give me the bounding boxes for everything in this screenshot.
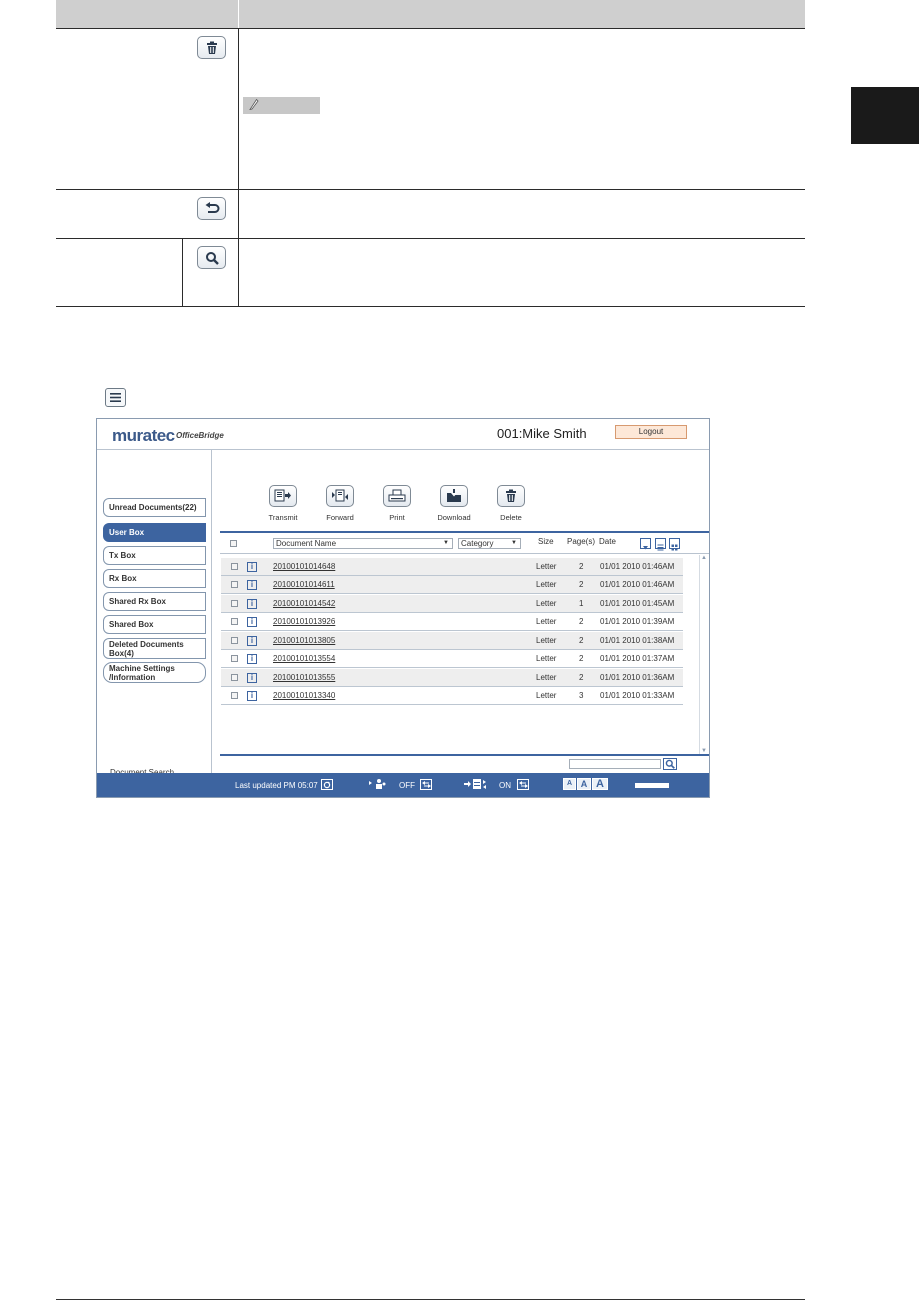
sort-dropdown-icon[interactable] [640,538,651,549]
info-icon[interactable]: i [247,562,257,572]
printer-icon [383,485,411,507]
transfer-state: ON [499,781,511,790]
sidebar-item-machine-settings[interactable]: Machine Settings /Information [103,662,206,683]
hamburger-menu-icon [105,388,126,407]
select-all-checkbox[interactable] [230,540,237,547]
document-date: 01/01 2010 01:36AM [600,673,675,682]
download-icon [440,485,468,507]
document-size: Letter [536,654,557,663]
row-checkbox[interactable] [231,563,238,570]
table-row[interactable] [221,576,683,594]
info-icon[interactable]: i [247,599,257,609]
last-updated-text: Last updated PM 05:07 [235,781,318,790]
info-icon[interactable]: i [247,580,257,590]
chapter-tab [851,87,919,144]
document-pages: 2 [579,673,584,682]
table-row[interactable] [221,632,683,650]
officebridge-screenshot [96,418,710,798]
forward-label: Forward [326,513,354,522]
document-name-select-value: Document Name [276,539,337,548]
forward-state: OFF [399,781,415,790]
logout-button[interactable]: Logout [615,425,687,439]
trash-icon [497,485,525,507]
sidebar-item-deleted-documents-box[interactable]: Deleted Documents Box(4) [103,638,206,659]
transfer-setting-icon [464,778,490,792]
magnifier-icon [197,246,226,269]
sidebar [97,450,212,773]
category-select-value: Category [461,539,494,548]
date-column-header: Date [599,537,616,546]
delete-button[interactable] [486,485,536,522]
officebridge-logo: OfficeBridge [176,431,224,440]
row-checkbox[interactable] [231,581,238,588]
document-pages: 1 [579,599,584,608]
download-label: Download [437,513,471,522]
table-row[interactable] [221,558,683,576]
row-checkbox[interactable] [231,674,238,681]
forward-toggle-icon[interactable] [420,779,432,790]
sidebar-item-shared-rx-box[interactable]: Shared Rx Box [103,592,206,611]
reference-table [56,0,805,307]
table-row[interactable] [221,687,683,705]
table-header [56,0,805,28]
document-size: Letter [536,617,557,626]
row-checkbox[interactable] [231,692,238,699]
user-name: 001:Mike Smith [497,426,587,441]
info-icon[interactable]: i [247,691,257,701]
document-size: Letter [536,599,557,608]
info-icon[interactable]: i [247,673,257,683]
pages-column-header: Page(s) [567,537,596,546]
delete-label: Delete [500,513,522,522]
forward-setting-icon [369,778,387,792]
document-name-link[interactable]: 20100101013554 [273,654,336,663]
list-bottom-rule [220,754,709,756]
transfer-toggle-icon[interactable] [517,779,529,790]
document-size: Letter [536,691,557,700]
font-size-large-button[interactable]: A [592,778,608,790]
document-size: Letter [536,580,557,589]
document-pages: 2 [579,636,584,645]
forward-button[interactable] [315,485,365,522]
sidebar-item-rx-box[interactable]: Rx Box [103,569,206,588]
print-button[interactable] [372,485,422,522]
table-row[interactable] [221,669,683,687]
print-label: Print [389,513,405,522]
document-date: 01/01 2010 01:38AM [600,636,675,645]
document-name-link[interactable]: 20100101014648 [273,562,336,571]
font-size-small-button[interactable]: A [563,778,576,790]
document-pages: 2 [579,654,584,663]
status-meter [635,783,669,788]
pencil-icon [249,97,259,115]
document-size: Letter [536,562,557,571]
info-icon[interactable]: i [247,617,257,627]
document-name-link[interactable]: 20100101013805 [273,636,336,645]
sidebar-item-tx-box[interactable]: Tx Box [103,546,206,565]
status-bar [97,773,709,797]
document-date: 01/01 2010 01:46AM [600,580,675,589]
row-checkbox[interactable] [231,655,238,662]
list-top-rule [220,531,709,533]
app-header [97,419,709,450]
table-row[interactable] [221,595,683,613]
note-tag [243,97,320,114]
table-row[interactable] [221,650,683,668]
row-checkbox[interactable] [231,600,238,607]
document-pages: 2 [579,580,584,589]
search-input[interactable] [569,759,661,769]
row-checkbox[interactable] [231,618,238,625]
scroll-down-icon[interactable]: ▼ [701,748,707,754]
sidebar-item-user-box[interactable]: User Box [103,523,206,542]
forward-icon [326,485,354,507]
transmit-button[interactable] [258,485,308,522]
list-view-icon[interactable] [655,538,666,549]
document-name-link[interactable]: 20100101014542 [273,599,336,608]
document-date: 01/01 2010 01:33AM [600,691,675,700]
trash-icon [197,36,226,59]
document-name-link[interactable]: 20100101013340 [273,691,336,700]
document-name-select[interactable]: Document Name ▼ [273,538,453,549]
list-scrollbar[interactable] [699,555,708,754]
search-button[interactable] [663,758,677,770]
document-date: 01/01 2010 01:46AM [600,562,675,571]
sidebar-item-unread-documents[interactable]: Unread Documents(22) [103,498,206,517]
size-column-header: Size [538,537,554,546]
document-size: Letter [536,673,557,682]
document-date: 01/01 2010 01:39AM [600,617,675,626]
info-icon[interactable]: i [247,654,257,664]
document-name-link[interactable]: 20100101013555 [273,673,336,682]
scroll-up-icon[interactable]: ▲ [701,555,707,561]
sidebar-item-shared-box[interactable]: Shared Box [103,615,206,634]
document-pages: 2 [579,562,584,571]
document-pages: 2 [579,617,584,626]
undo-arrow-icon [197,197,226,220]
grid-view-icon[interactable] [669,538,680,549]
muratec-logo: muratec [112,426,175,445]
download-button[interactable] [429,485,479,522]
font-size-medium-button[interactable]: A [577,778,591,790]
row-checkbox[interactable] [231,637,238,644]
info-icon[interactable]: i [247,636,257,646]
document-name-link[interactable]: 20100101013926 [273,617,336,626]
document-size: Letter [536,636,557,645]
transmit-icon [269,485,297,507]
category-select[interactable]: Category ▼ [458,538,521,549]
transmit-label: Transmit [268,513,298,522]
document-date: 01/01 2010 01:37AM [600,654,675,663]
table-row[interactable] [221,613,683,631]
document-pages: 3 [579,691,584,700]
refresh-icon[interactable] [321,779,333,790]
document-name-link[interactable]: 20100101014611 [273,580,335,589]
document-date: 01/01 2010 01:45AM [600,599,675,608]
